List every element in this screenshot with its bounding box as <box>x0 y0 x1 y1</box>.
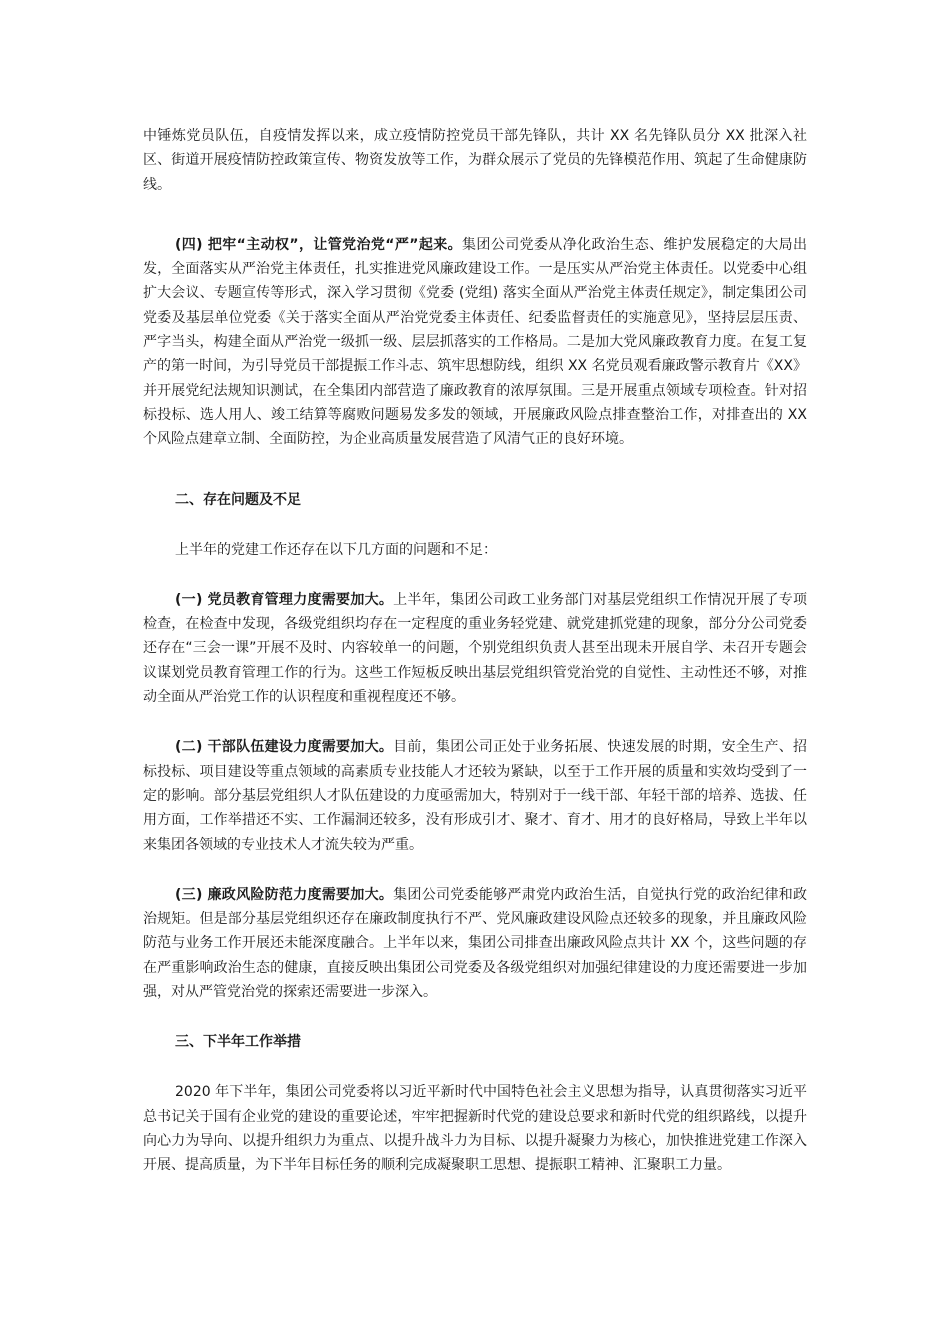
document-page <box>143 124 807 1178</box>
paragraph-body: 目前，集团公司正处于业务拓展、快速发展的时期，安全生产、招标投标、项目建设等重点领域的高素质专业技能人才还较为紧缺，以至于工作开展的质量和实效均受到了一定的影响。部分基层党组织人才队伍建设的力度亟需加大，特别对于一线干部、年轻干部的培养、选拔、任用方面，工作举措还不实、工作漏洞还较多，没有形成引才、聚才、育才、用才的良好格局，导致上半年以来集团各领域的专业技术人才流失较为严重。 <box>143 739 807 853</box>
paragraph-lead: (一) 党员教育管理力度需要加大。 <box>175 591 394 608</box>
paragraph-problem-one <box>143 588 807 709</box>
paragraph-lead: (二) 干部队伍建设力度需要加大。 <box>175 739 394 756</box>
paragraph-measures: 2020 年下半年，集团公司党委将以习近平新时代中国特色社会主义思想为指导，认真贯彻落实习近平总书记关于国有企业党的建设的重要论述，牢牢把握新时代党的建设总要求和新时代党的组织路线，以提升向心力为导向、以提升组织力为重点、以提升战斗力为目标、以提升凝聚力为核心，加快推进党建工作深入开展、提高质量，为下半年目标任务的顺利完成凝聚职工思想、提振职工精神、汇聚职工力量。 <box>143 1084 807 1174</box>
paragraph-body: 集团公司党委能够严肃党内政治生活，自觉执行党的政治纪律和政治规矩。但是部分基层党组织还存在廉政制度执行不严、党风廉政建设风险点还较多的现象，并且廉政风险防范与业务工作开展还未能深度融合。上半年以来，集团公司排查出廉政风险点共计 XX 个，这些问题的存在严重影响政治生态的健康，直接反映出集团公司党委及各级党组织对加强纪律建设的力度还需要进一步加强，对从严管党治党的探索还需要进一步深入。 <box>143 886 807 1001</box>
section-heading-measures: 三、下半年工作举措 <box>175 1034 301 1051</box>
paragraph-section-four <box>143 233 807 452</box>
section-heading-problems: 二、存在问题及不足 <box>175 491 301 508</box>
paragraph-continuation: 中锤炼党员队伍，自疫情发挥以来，成立疫情防控党员干部先锋队，共计 XX 名先锋队员分 XX 批深入社区、街道开展疫情防控政策宣传、物资发放等工作，为群众展示了党员的先锋模范作用、筑起了生命健康防线。 <box>143 128 807 193</box>
paragraph-body: 集团公司党委从净化政治生态、维护发展稳定的大局出发，全面落实从严治党主体责任，扎实推进党风廉政建设工作。一是压实从严治党主体责任。以党委中心组扩大会议、专题宣传等形式，深入学习贯彻《党委 (党组) 落实全面从严治党主体责任规定》，制定集团公司党委及基层单位党委《关于落实全面从严治党党委主体责任、纪委监督责任的实施意见》，坚持层层压责、严字当头，构建全面从严治党一级抓一级、层层抓落实的工作格局。二是加大党风廉政教育力度。在复工复产的第一时间，为引导党员干部提振工作斗志、筑牢思想防线，组织 XX 名党员观看廉政警示教育片《XX》并开展党纪法规知识测试，在全集团内部营造了廉政教育的浓厚氛围。三是开展重点领域专项检查。针对招标投标、选人用人、竣工结算等腐败问题易发多发的领域，开展廉政风险点排查整治工作，对排查出的 XX 个风险点建章立制、全面防控，为企业高质量发展营造了风清气正的良好环境。 <box>143 236 807 448</box>
paragraph-problem-three <box>143 883 807 1004</box>
paragraph-lead: (三) 廉政风险防范力度需要加大。 <box>175 886 394 903</box>
paragraph-lead: (四) 把牢“主动权”，让管党治党“严”起来。 <box>175 236 463 253</box>
paragraph-problems-intro: 上半年的党建工作还存在以下几方面的问题和不足： <box>175 541 497 558</box>
paragraph-body: 上半年，集团公司政工业务部门对基层党组织工作情况开展了专项检查，在检查中发现，各级党组织均存在一定程度的重业务轻党建、就党建抓党建的现象，部分分公司党委还存在“三会一课”开展不及时、内容较单一的问题，个别党组织负责人甚至出现未开展自学、未召开专题会议谋划党员教育管理工作的行为。这些工作短板反映出基层党组织管党治党的自觉性、主动性还不够，对推动全面从严治党工作的认识程度和重视程度还不够。 <box>143 591 807 706</box>
paragraph-problem-two <box>143 735 807 856</box>
